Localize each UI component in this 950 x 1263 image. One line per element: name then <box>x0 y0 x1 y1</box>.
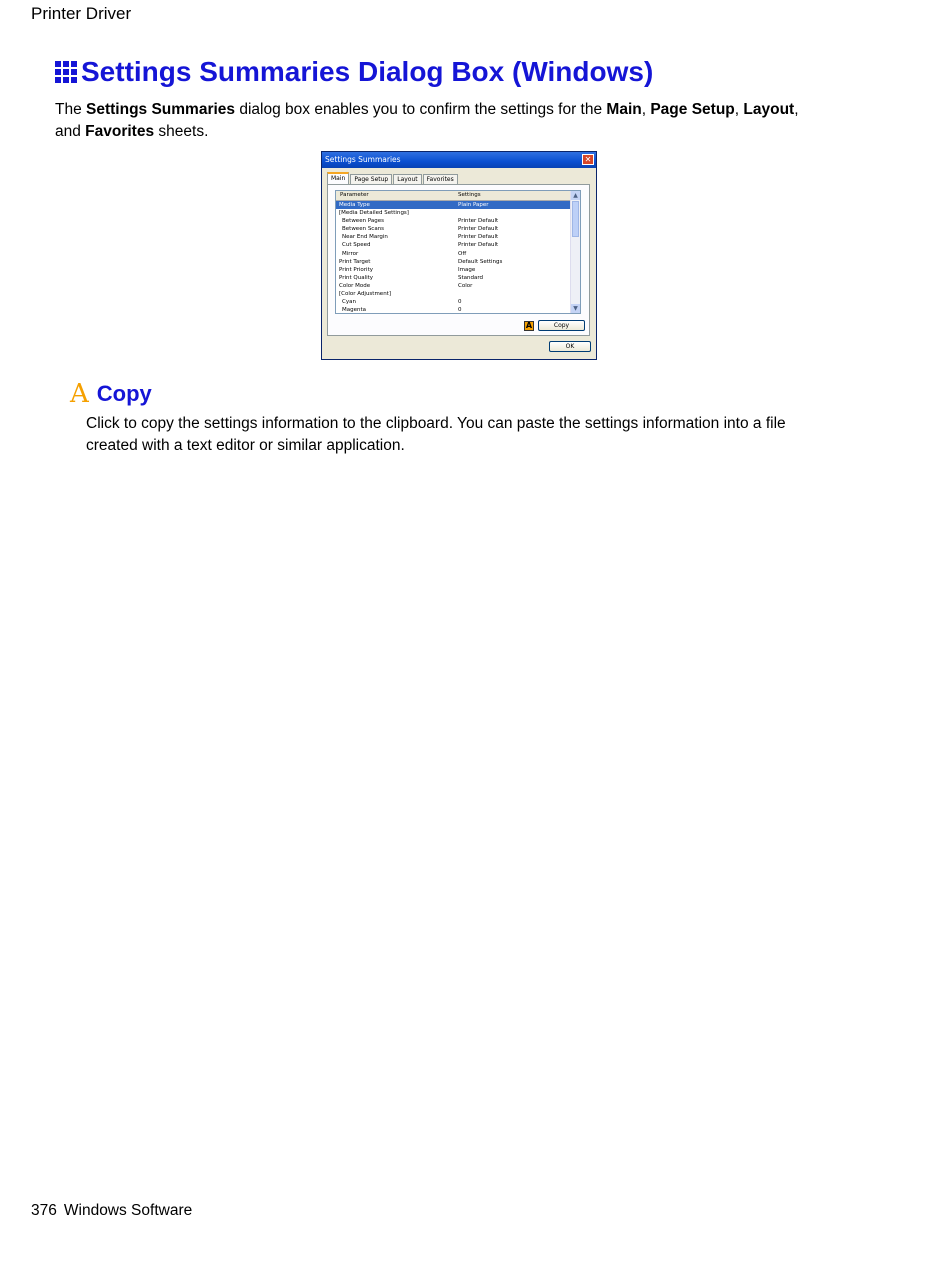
list-row[interactable] <box>336 306 580 314</box>
dialog-title: Settings Summaries <box>325 155 401 164</box>
list-row[interactable] <box>336 225 580 233</box>
row-parameter: Print Priority <box>339 266 373 273</box>
copy-section-title <box>70 379 152 409</box>
list-row[interactable] <box>336 250 580 258</box>
tab-favorites[interactable]: Favorites <box>423 174 458 185</box>
scroll-up-icon[interactable]: ▲ <box>571 191 580 200</box>
page-header: Printer Driver <box>31 4 132 23</box>
row-parameter: Color Mode <box>339 282 371 289</box>
list-row[interactable] <box>336 290 580 298</box>
row-setting: Color <box>458 282 473 289</box>
page-footer <box>31 1202 192 1220</box>
page-number: 376 <box>31 1202 57 1219</box>
section-title <box>55 54 653 90</box>
row-parameter: Between Scans <box>342 226 385 233</box>
intro-text: , <box>734 101 744 118</box>
intro-paragraph <box>55 99 815 143</box>
column-header-settings[interactable]: Settings <box>458 192 481 198</box>
row-setting: 0 <box>458 307 462 314</box>
intro-bold-term: Settings Summaries <box>86 101 236 118</box>
marker-a-icon: A <box>70 379 89 409</box>
tab-main[interactable]: Main <box>327 172 349 185</box>
list-row[interactable] <box>336 233 580 241</box>
settings-list[interactable] <box>335 190 581 314</box>
tab-page-setup[interactable]: Page Setup <box>350 174 392 185</box>
list-row[interactable] <box>336 298 580 306</box>
row-parameter: Between Pages <box>342 218 384 225</box>
row-parameter: [Color Adjustment] <box>339 291 391 298</box>
row-setting: Image <box>458 266 476 273</box>
list-row[interactable] <box>336 209 580 217</box>
intro-bold-term: Main <box>606 101 642 118</box>
intro-bold-term: Favorites <box>85 123 155 140</box>
list-row[interactable] <box>336 258 580 266</box>
row-parameter: Cyan <box>342 299 356 306</box>
list-row[interactable] <box>336 217 580 225</box>
row-setting <box>454 209 458 217</box>
row-parameter: Cut Speed <box>342 242 371 249</box>
section-title-text: Settings Summaries Dialog Box (Windows) <box>81 56 654 87</box>
intro-text: , <box>641 101 651 118</box>
list-row[interactable] <box>336 201 580 209</box>
row-setting <box>454 290 458 298</box>
row-setting: Printer Default <box>458 226 499 233</box>
row-setting: Plain Paper <box>458 202 489 208</box>
row-parameter: Print Quality <box>339 274 374 281</box>
grid-icon <box>55 61 77 83</box>
copy-marker-icon: A <box>525 321 533 330</box>
scroll-thumb[interactable] <box>572 201 579 237</box>
dialog-titlebar <box>322 152 596 168</box>
list-row[interactable] <box>336 282 580 290</box>
footer-section: Windows Software <box>63 1202 193 1219</box>
column-header-parameter[interactable]: Parameter <box>340 192 369 198</box>
tab-layout[interactable]: Layout <box>393 174 421 185</box>
row-parameter: Mirror <box>342 250 359 257</box>
row-parameter: [Media Detailed Settings] <box>339 210 409 217</box>
copy-section-text: Click to copy the settings information to the clipboard. You can paste the settings information into a file created with a text editor or similar application. <box>86 415 786 454</box>
row-parameter: Print Target <box>339 258 371 265</box>
list-row[interactable] <box>336 266 580 274</box>
ok-button[interactable]: OK <box>549 341 591 352</box>
row-setting: Standard <box>458 274 484 281</box>
intro-text: , and <box>55 101 799 140</box>
scroll-down-icon[interactable]: ▼ <box>571 304 580 313</box>
row-setting: Printer Default <box>458 234 499 241</box>
list-scrollbar[interactable] <box>570 191 580 313</box>
row-parameter: Media Type <box>339 202 370 208</box>
copy-button[interactable]: Copy <box>538 320 585 331</box>
intro-bold-term: Page Setup <box>650 101 735 118</box>
row-parameter: Near End Margin <box>342 234 388 241</box>
dialog-tabs <box>327 172 459 184</box>
row-setting: 0 <box>458 299 462 306</box>
row-parameter: Magenta <box>342 307 367 314</box>
list-header <box>336 191 580 201</box>
row-setting: Printer Default <box>458 242 499 249</box>
row-setting: Off <box>458 250 467 257</box>
intro-bold-term: Layout <box>743 101 795 118</box>
list-row[interactable] <box>336 274 580 282</box>
intro-text: dialog box enables you to confirm the settings for the <box>235 101 607 118</box>
intro-text: sheets. <box>154 123 209 140</box>
close-icon[interactable]: ✕ <box>582 154 594 165</box>
list-row[interactable] <box>336 241 580 249</box>
intro-text: The <box>55 101 87 118</box>
tab-panel-main <box>327 184 590 336</box>
row-setting: Printer Default <box>458 218 499 225</box>
copy-section-title-text: Copy <box>96 381 152 406</box>
row-setting: Default Settings <box>458 258 503 265</box>
settings-summaries-dialog <box>321 151 597 360</box>
